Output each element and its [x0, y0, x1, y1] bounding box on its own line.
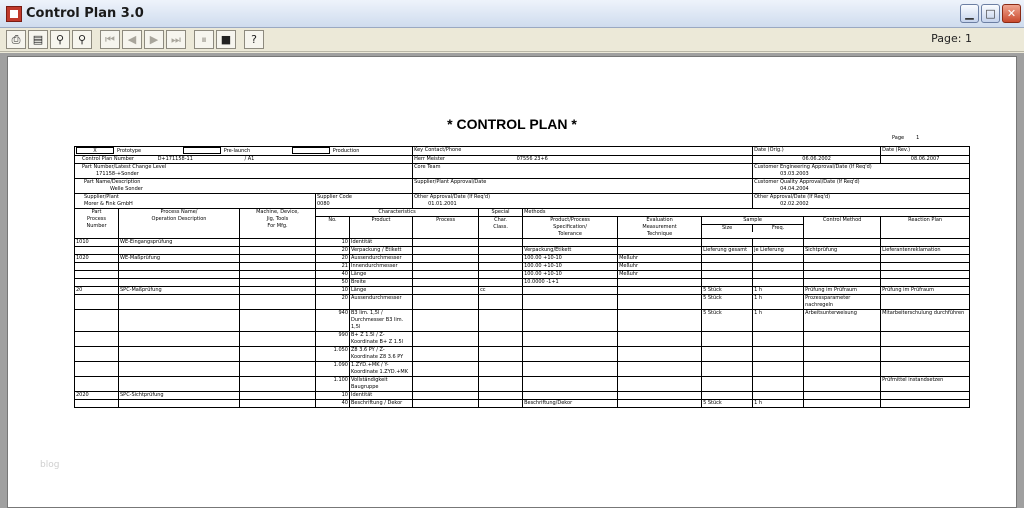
cell-cls — [479, 377, 523, 392]
watermark: blog — [40, 460, 60, 470]
table-row — [75, 392, 970, 400]
cell-eval — [618, 377, 702, 392]
preview-viewport[interactable] — [0, 53, 1024, 508]
cell-cls — [479, 310, 523, 332]
cell-size: 5 Stück — [702, 295, 753, 310]
cell-eval — [618, 279, 702, 287]
cell-process — [413, 239, 479, 247]
cell-pn — [75, 377, 119, 392]
cell-pn — [75, 295, 119, 310]
cell-machine — [240, 347, 316, 362]
cell-name: SPC-Sichtprüfung — [119, 392, 240, 400]
table-row — [75, 400, 970, 408]
cust-quality-cell: Customer Quality Approval/Date (If Req'd) 04.04.2004 — [753, 179, 970, 194]
cell-process — [413, 362, 479, 377]
cell-spec — [523, 287, 618, 295]
cell-ctrl — [804, 332, 881, 347]
cell-spec — [523, 362, 618, 377]
cell-name — [119, 332, 240, 347]
table-row — [75, 247, 970, 255]
cell-spec — [523, 295, 618, 310]
pause-icon[interactable]: ⏸ — [194, 30, 214, 49]
cell-no: 1.050 — [316, 347, 350, 362]
cell-pn — [75, 279, 119, 287]
table-row — [75, 362, 970, 377]
cell-eval — [618, 362, 702, 377]
cell-name — [119, 362, 240, 377]
col-control-method: Control Method — [804, 217, 881, 239]
cell-product: Vollständigkeit Baugruppe — [350, 377, 413, 392]
cell-process — [413, 279, 479, 287]
cell-pn — [75, 362, 119, 377]
cell-spec — [523, 332, 618, 347]
cell-cls: cc — [479, 287, 523, 295]
cell-size — [702, 271, 753, 279]
cell-ctrl — [804, 400, 881, 408]
cell-react — [881, 392, 970, 400]
title-bar — [0, 0, 1024, 28]
cell-product: Länge — [350, 287, 413, 295]
table-row — [75, 255, 970, 263]
page-number: Page 1 — [892, 135, 920, 141]
toolbar — [0, 28, 1024, 52]
col-no: No. — [316, 217, 350, 239]
cell-react: Mitarbeiterschulung durchführen — [881, 310, 970, 332]
col-reaction-plan: Reaction Plan — [881, 217, 970, 239]
cell-size — [702, 392, 753, 400]
cell-eval — [618, 400, 702, 408]
cell-cls — [479, 392, 523, 400]
cell-size: Lieferung gesamt — [702, 247, 753, 255]
cell-pn: 1020 — [75, 255, 119, 263]
cell-eval — [618, 295, 702, 310]
cell-spec: 100.00 +10-10 — [523, 271, 618, 279]
cell-machine — [240, 279, 316, 287]
cell-product: Z8 3.6 PY / Z-Koordinate Z8 3.6 PY — [350, 347, 413, 362]
cell-no: 20 — [316, 255, 350, 263]
cell-machine — [240, 332, 316, 347]
cell-no: 10 — [316, 392, 350, 400]
cell-product: B+ Z 1.5l / Z-Koordinate B+ Z 1.5l — [350, 332, 413, 347]
cell-process — [413, 287, 479, 295]
cell-pn: 20 — [75, 287, 119, 295]
minimize-button[interactable]: ▁ — [960, 4, 979, 23]
cell-product: Identität — [350, 239, 413, 247]
cell-machine — [240, 377, 316, 392]
cell-pn — [75, 271, 119, 279]
cell-react — [881, 255, 970, 263]
cell-freq — [753, 377, 804, 392]
cell-spec: Beschriftung/Dekor — [523, 400, 618, 408]
cell-product: B3 lim. 1,5l / Durchmesser B3 lim. 1,5l — [350, 310, 413, 332]
cell-freq: 1 h — [753, 295, 804, 310]
cell-spec — [523, 377, 618, 392]
table-row — [75, 295, 970, 310]
other-approval-cell: Other Approval/Date (If Req'd) 01.01.2001 — [413, 194, 753, 209]
cell-freq: je Lieferung — [753, 247, 804, 255]
cell-no: 1.090 — [316, 362, 350, 377]
cell-ctrl: Prüfung im Prüfraum — [804, 287, 881, 295]
cell-cls — [479, 332, 523, 347]
cell-product: Aussendurchmesser — [350, 295, 413, 310]
cell-pn: 1010 — [75, 239, 119, 247]
cell-no: 40 — [316, 400, 350, 408]
cell-pn — [75, 332, 119, 347]
cell-react — [881, 332, 970, 347]
cell-eval — [618, 332, 702, 347]
cell-size: 5 Stück — [702, 287, 753, 295]
cell-react — [881, 263, 970, 271]
cell-machine — [240, 362, 316, 377]
cell-size — [702, 255, 753, 263]
cell-react: Prüfmittel instandsetzen — [881, 377, 970, 392]
table-row — [75, 310, 970, 332]
cell-ctrl: Arbeitsunterweisung — [804, 310, 881, 332]
cell-spec — [523, 347, 618, 362]
cell-spec — [523, 239, 618, 247]
cell-machine — [240, 255, 316, 263]
document-icon[interactable]: ▤ — [28, 30, 48, 49]
table-row — [75, 279, 970, 287]
table-row — [75, 332, 970, 347]
table-row — [75, 347, 970, 362]
cell-freq: 1 h — [753, 310, 804, 332]
cell-process — [413, 332, 479, 347]
cell-spec: 100.00 +10-10 — [523, 263, 618, 271]
cell-ctrl — [804, 255, 881, 263]
cell-size — [702, 377, 753, 392]
supplier-code-cell: Supplier Code 0080 — [316, 194, 413, 209]
table-row — [75, 263, 970, 271]
cell-machine — [240, 392, 316, 400]
cell-eval: Meßuhr — [618, 271, 702, 279]
prev-page-icon[interactable]: ◀ — [122, 30, 142, 49]
table-row — [75, 239, 970, 247]
date-orig-label: Date (Orig.) — [753, 147, 881, 156]
cell-process — [413, 400, 479, 408]
other-approval2-cell: Other Approval/Date (If Req'd) 02.02.2002 — [753, 194, 970, 209]
cell-eval — [618, 392, 702, 400]
cell-freq — [753, 392, 804, 400]
cell-cls — [479, 295, 523, 310]
cell-machine — [240, 247, 316, 255]
report-page — [7, 56, 1017, 508]
cell-react — [881, 347, 970, 362]
cell-eval — [618, 347, 702, 362]
doc-type-row: X Prototype Pre-launch Production — [75, 147, 413, 156]
cell-freq — [753, 362, 804, 377]
next-page-icon[interactable]: ▶ — [144, 30, 164, 49]
cell-machine — [240, 263, 316, 271]
cell-machine — [240, 271, 316, 279]
cell-size — [702, 279, 753, 287]
cell-react: Lieferantenreklamation — [881, 247, 970, 255]
cell-eval: Meßuhr — [618, 255, 702, 263]
col-sample: Sample Size Freq. — [702, 217, 804, 239]
cell-freq — [753, 263, 804, 271]
cell-process — [413, 255, 479, 263]
cell-machine — [240, 287, 316, 295]
col-characteristics: Characteristics — [316, 209, 479, 217]
control-plan-table — [74, 146, 970, 408]
cell-product: Länge — [350, 271, 413, 279]
cell-cls — [479, 362, 523, 377]
cell-size — [702, 332, 753, 347]
prelaunch-checkbox — [183, 147, 221, 154]
help-icon[interactable]: ? — [244, 30, 264, 49]
document-title: * CONTROL PLAN * — [447, 116, 577, 132]
cell-pn — [75, 247, 119, 255]
cell-react: Prüfung im Prüfraum — [881, 287, 970, 295]
cell-ctrl: Sichtprüfung — [804, 247, 881, 255]
cp-number-cell: Control Plan Number D+171158-11 / A1 — [75, 156, 413, 164]
col-spec: Product/Process Specification/ Tolerance — [523, 217, 618, 239]
cell-product: Breite — [350, 279, 413, 287]
cell-react — [881, 271, 970, 279]
cell-ctrl — [804, 279, 881, 287]
cell-name — [119, 247, 240, 255]
col-product: Product — [350, 217, 413, 239]
date-rev: 08.06.2007 — [881, 156, 970, 164]
cell-no: 940 — [316, 310, 350, 332]
cell-ctrl: Prozessparameter nachregeln — [804, 295, 881, 310]
page-indicator: Page: 1 — [931, 32, 972, 45]
cell-process — [413, 247, 479, 255]
cell-eval — [618, 287, 702, 295]
cell-eval — [618, 247, 702, 255]
cell-name — [119, 263, 240, 271]
cell-ctrl — [804, 271, 881, 279]
cell-name: WE-Maßprüfung — [119, 255, 240, 263]
cell-size — [702, 362, 753, 377]
first-page-icon[interactable]: ⏮ — [100, 30, 120, 49]
cell-pn — [75, 263, 119, 271]
cell-spec: 100.00 +10-10 — [523, 255, 618, 263]
production-checkbox — [292, 147, 330, 154]
cell-name — [119, 310, 240, 332]
cell-no: 40 — [316, 271, 350, 279]
cell-product: Beschriftung / Dekor — [350, 400, 413, 408]
cell-size — [702, 347, 753, 362]
col-methods: Methods — [523, 209, 970, 217]
cell-size: 5 Stück — [702, 400, 753, 408]
col-process-name: Process Name/ Operation Description — [119, 209, 240, 239]
cell-freq: 1 h — [753, 287, 804, 295]
cell-no: 20 — [316, 247, 350, 255]
cell-ctrl — [804, 263, 881, 271]
cell-cls — [479, 400, 523, 408]
cell-size — [702, 239, 753, 247]
cell-process — [413, 263, 479, 271]
cell-cls — [479, 247, 523, 255]
cell-eval — [618, 239, 702, 247]
col-process-number: Part Process Number — [75, 209, 119, 239]
date-rev-label: Date (Rev.) — [881, 147, 970, 156]
maximize-button[interactable]: □ — [981, 4, 1000, 23]
cell-name — [119, 347, 240, 362]
cell-no: 10 — [316, 239, 350, 247]
cell-product: Identität — [350, 392, 413, 400]
table-row — [75, 287, 970, 295]
cell-no: 21 — [316, 263, 350, 271]
app-icon — [6, 6, 22, 22]
cell-name — [119, 400, 240, 408]
window-controls — [960, 4, 1021, 23]
cell-spec: 10.0000 -1+1 — [523, 279, 618, 287]
cell-react — [881, 400, 970, 408]
table-row — [75, 271, 970, 279]
stop-icon[interactable]: ■ — [216, 30, 236, 49]
cell-freq — [753, 279, 804, 287]
cell-name — [119, 295, 240, 310]
cell-spec — [523, 310, 618, 332]
cell-name — [119, 271, 240, 279]
cell-process — [413, 347, 479, 362]
cell-freq — [753, 332, 804, 347]
cell-size — [702, 263, 753, 271]
cell-no: 990 — [316, 332, 350, 347]
cell-freq — [753, 271, 804, 279]
last-page-icon[interactable]: ⏭ — [166, 30, 186, 49]
cell-process — [413, 377, 479, 392]
cell-react — [881, 279, 970, 287]
control-plan-rows — [75, 239, 970, 408]
cell-react — [881, 362, 970, 377]
cell-cls — [479, 279, 523, 287]
cust-eng-cell: Customer Engineering Approval/Date (If Req'd) 03.03.2003 — [753, 164, 970, 179]
cell-product: 1.ZYD.+MK / Y-Koordinate 1.ZYD.+MK — [350, 362, 413, 377]
cell-freq — [753, 255, 804, 263]
cell-name — [119, 377, 240, 392]
part-number-cell: Part Number/Latest Change Level 171158-+Sonder — [75, 164, 413, 179]
cell-cls — [479, 239, 523, 247]
cell-freq: 1 h — [753, 400, 804, 408]
cell-ctrl — [804, 347, 881, 362]
cell-pn: 2020 — [75, 392, 119, 400]
cell-process — [413, 310, 479, 332]
window-title: Control Plan 3.0 — [26, 6, 144, 21]
col-process: Process — [413, 217, 479, 239]
cell-freq — [753, 347, 804, 362]
cell-no: 20 — [316, 295, 350, 310]
core-team-label: Core Team — [413, 164, 753, 179]
cell-freq — [753, 239, 804, 247]
cell-machine — [240, 239, 316, 247]
zoom-in-icon[interactable]: ⚲ — [50, 30, 70, 49]
cell-name: WE-Eingangsprüfung — [119, 239, 240, 247]
table-row — [75, 377, 970, 392]
prototype-checkbox: X — [76, 147, 114, 154]
cell-ctrl — [804, 392, 881, 400]
key-contact-label: Key Contact/Phone — [413, 147, 753, 156]
cell-process — [413, 271, 479, 279]
cell-pn — [75, 400, 119, 408]
cell-no: 10 — [316, 287, 350, 295]
cell-cls — [479, 263, 523, 271]
cell-product: Aussendurchmesser — [350, 255, 413, 263]
cell-react — [881, 239, 970, 247]
cell-ctrl — [804, 239, 881, 247]
print-icon[interactable]: ⎙ — [6, 30, 26, 49]
cell-pn — [75, 310, 119, 332]
cell-cls — [479, 271, 523, 279]
cell-eval — [618, 310, 702, 332]
cell-spec: Verpackung/Etikett — [523, 247, 618, 255]
key-contact-cell: Herr Meister 07556 23+6 — [413, 156, 753, 164]
cell-process — [413, 295, 479, 310]
cell-name — [119, 279, 240, 287]
supplier-approval-label: Supplier/Plant Approval/Date — [413, 179, 753, 194]
cell-machine — [240, 310, 316, 332]
supplier-plant-cell: Supplier/Plant Morer & Fink GmbH — [75, 194, 316, 209]
cell-no: 50 — [316, 279, 350, 287]
part-name-cell: Part Name/Description Welle Sonder — [75, 179, 413, 194]
col-machine: Machine, Device, Jig, Tools For Mfg. — [240, 209, 316, 239]
cell-cls — [479, 255, 523, 263]
cell-react — [881, 295, 970, 310]
cell-name: SPC-Maßprüfung — [119, 287, 240, 295]
col-char-class: Char. Class. — [479, 217, 523, 239]
col-special: Special — [479, 209, 523, 217]
cell-machine — [240, 400, 316, 408]
close-button[interactable]: ✕ — [1002, 4, 1021, 23]
cell-eval: Meßuhr — [618, 263, 702, 271]
date-orig: 06.06.2002 — [753, 156, 881, 164]
cell-spec — [523, 392, 618, 400]
cell-no: 1.100 — [316, 377, 350, 392]
zoom-out-icon[interactable]: ⚲ — [72, 30, 92, 49]
cell-size: 5 Stück — [702, 310, 753, 332]
cell-process — [413, 392, 479, 400]
cell-machine — [240, 295, 316, 310]
cell-product: Innendurchmesser — [350, 263, 413, 271]
cell-cls — [479, 347, 523, 362]
cell-ctrl — [804, 377, 881, 392]
cell-pn — [75, 347, 119, 362]
cell-product: Verpackung / Etikett — [350, 247, 413, 255]
cell-ctrl — [804, 362, 881, 377]
col-evaluation: Evaluation Measurement Technique — [618, 217, 702, 239]
